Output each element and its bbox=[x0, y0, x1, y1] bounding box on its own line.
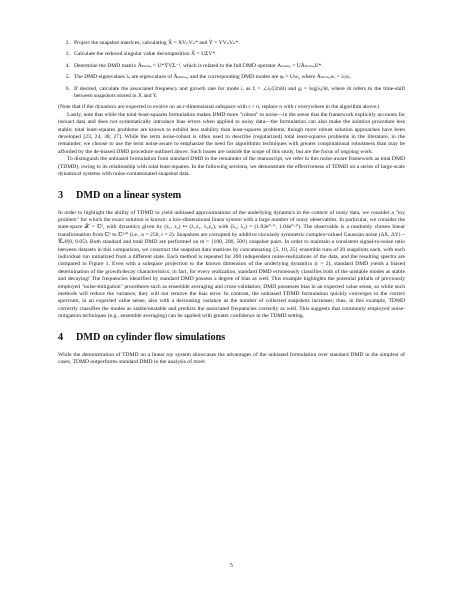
list-item bbox=[58, 40, 405, 47]
list-item bbox=[58, 86, 405, 101]
body-paragraph: Lastly, note that while the total-least-squares formulation makes DMD more "robust" to noise—in the sense that the framework explicitly accounts for inexact data and does not systematically introduce bias errors when applied to noisy data—the formulation can also make the solution procedure less stable; total least-squares problems are known to exhibit less stability than least-squares problems, though more robust solution approaches have been developed [23, 24, 38, 27]. While the term noise-robust is often used to describe (regularized) total least-squares problems in the literature, in the remainder, we choose to use the term noise-aware to emphasize the need for algorithmic techniques with greater computational robustness than may be afforded by the de-biased DMD procedure outlined above. Such issues are outside the scope of this study, but are the focus of ongoing work. bbox=[58, 111, 405, 155]
list-item bbox=[58, 74, 405, 81]
section-number: 4 bbox=[58, 331, 64, 343]
list-item bbox=[58, 63, 405, 70]
step-number: 5. bbox=[65, 74, 70, 81]
section-heading bbox=[58, 332, 405, 344]
algorithm-steps bbox=[58, 40, 405, 100]
section-title: DMD on cylinder flow simulations bbox=[76, 331, 226, 343]
step-number: 3. bbox=[65, 51, 70, 58]
body-paragraph: While the demonstration of TDMD on a linear toy system showcases the advantages of the unbiased formulation over standard DMD in the simplest of cases, TDMD outperforms standard DMD in the analysis of more bbox=[58, 351, 405, 365]
step-number: 6. bbox=[65, 85, 70, 92]
step-text: Determine the DMD matrix Ãₜₘₘₑ = U*ỸVΣ⁻¹, which is related to the full DMD operator Aₜₘₘₑ = UÃₜₘₘₑU*. bbox=[74, 62, 323, 69]
step-text: If desired, calculate the associated frequency and growth rate for mode i, as fᵢ = ∠λᵢ/(2πδt) and gᵢ = log|λᵢ|/δt, where δt refers to the time-shift between snapshots stored in X and Y. bbox=[74, 85, 405, 100]
body-paragraph: To distinguish the unbiased formulation from standard DMD in the remainder of the manuscript, we refer to this noise-aware framework as total DMD (TDMD), owing to its relationship with total least-squares. In the following sections, we demonstrate the effectiveness of TDMD on a series of large-scale dynamical systems with noise-contaminated snapshot data. bbox=[58, 156, 405, 178]
step-number: 4. bbox=[65, 62, 70, 69]
page-number: 5 bbox=[230, 563, 233, 569]
section-heading bbox=[58, 190, 405, 202]
step-text: Calculate the reduced singular value decomposition X̃ = UΣV*. bbox=[74, 51, 217, 58]
body-paragraph: In order to highlight the ability of TDMD to yield unbiased approximations of the underlying dynamics in the context of noisy data, we consider a "toy problem" for which the exact solution is known: a low-dimensional linear system with a large number of noisy observables. In particular, we consider the state-space 𝒳 = ℂ², with dynamics given by (z₁, z₂) ↦ (λ₁z₁, λ₂z₂), with (λ₁, λ₂) = (1.02e⁰·¹ⁱ, 1.04e⁰·³ⁱ). The observable is a randomly chosen linear transformation from ℂ² to ℂ²⁵⁰ (i.e., n = 250, r = 2). Snapshots are corrupted by additive circularly symmetric complex-valued Gaussian noise (ΔX, ΔY) ~ 𝒞𝒩(0, 0.05). Both standard and total DMD are performed on m = {100, 200, 500} snapshot pairs. In order to maintain a consistent signal-to-noise ratio between datasets in this comparison, we construct the snapshot data matrices by concatenating {5, 10, 25} ensemble runs of 20 snapshots each, with each individual run initialized from a different state. Each method is repeated for 200 independent noise-realizations of the data, and the resulting spectra are compared in Figure 1. Even with a subspace projection to the known dimension of the underlying dynamics (r = 2), standard DMD yields a biased determination of the growth/decay characteristics; in fact, for every realization, standard DMD erroneously classifies both of the unstable modes as stable and decaying! The frequencies identified by standard DMD possess a degree of bias as well. This example highlights the potential pitfalls of previously employed "noise-mitigation" procedures such as ensemble averaging and cross-validation; DMD possesses bias in an expected value sense, so while such methods will reduce the variance, they will not remove the bias error. In contrast, the unbiased TDMD formulation quickly converges to the correct spectrum, in an expected value sense, also with a decreasing variance as the number of collected snapshots increases; thus, in this example, TDMD correctly classifies the modes as stable/unstable and predicts the associated frequencies correctly as well. This suggests that commonly employed noise-mitigation techniques (e.g., ensemble averaging) can be applied with greater confidence in the TDMD setting. bbox=[58, 209, 405, 320]
step-text: Project the snapshot matrices, calculating X̃ = XVₙVₙ* and Ỹ = YVₙVₙ*. bbox=[74, 40, 240, 46]
section-number: 3 bbox=[58, 189, 64, 201]
step-text: The DMD eigenvalues λᵢ are eigenvalues of Ãₜₘₘₑ, and the corresponding DMD modes are φᵢ = Uwᵢ, where Ãₜₘₘₑwᵢ = λᵢwᵢ. bbox=[74, 74, 352, 81]
step-number: 2. bbox=[65, 40, 70, 46]
section-title: DMD on a linear system bbox=[76, 189, 182, 201]
algorithm-note: (Note that if the dynamics are expected to evolve on an r-dimensional subspace with r < n, replace n with r everywhere in the algorithm above.) bbox=[58, 104, 380, 111]
list-item bbox=[58, 51, 405, 58]
